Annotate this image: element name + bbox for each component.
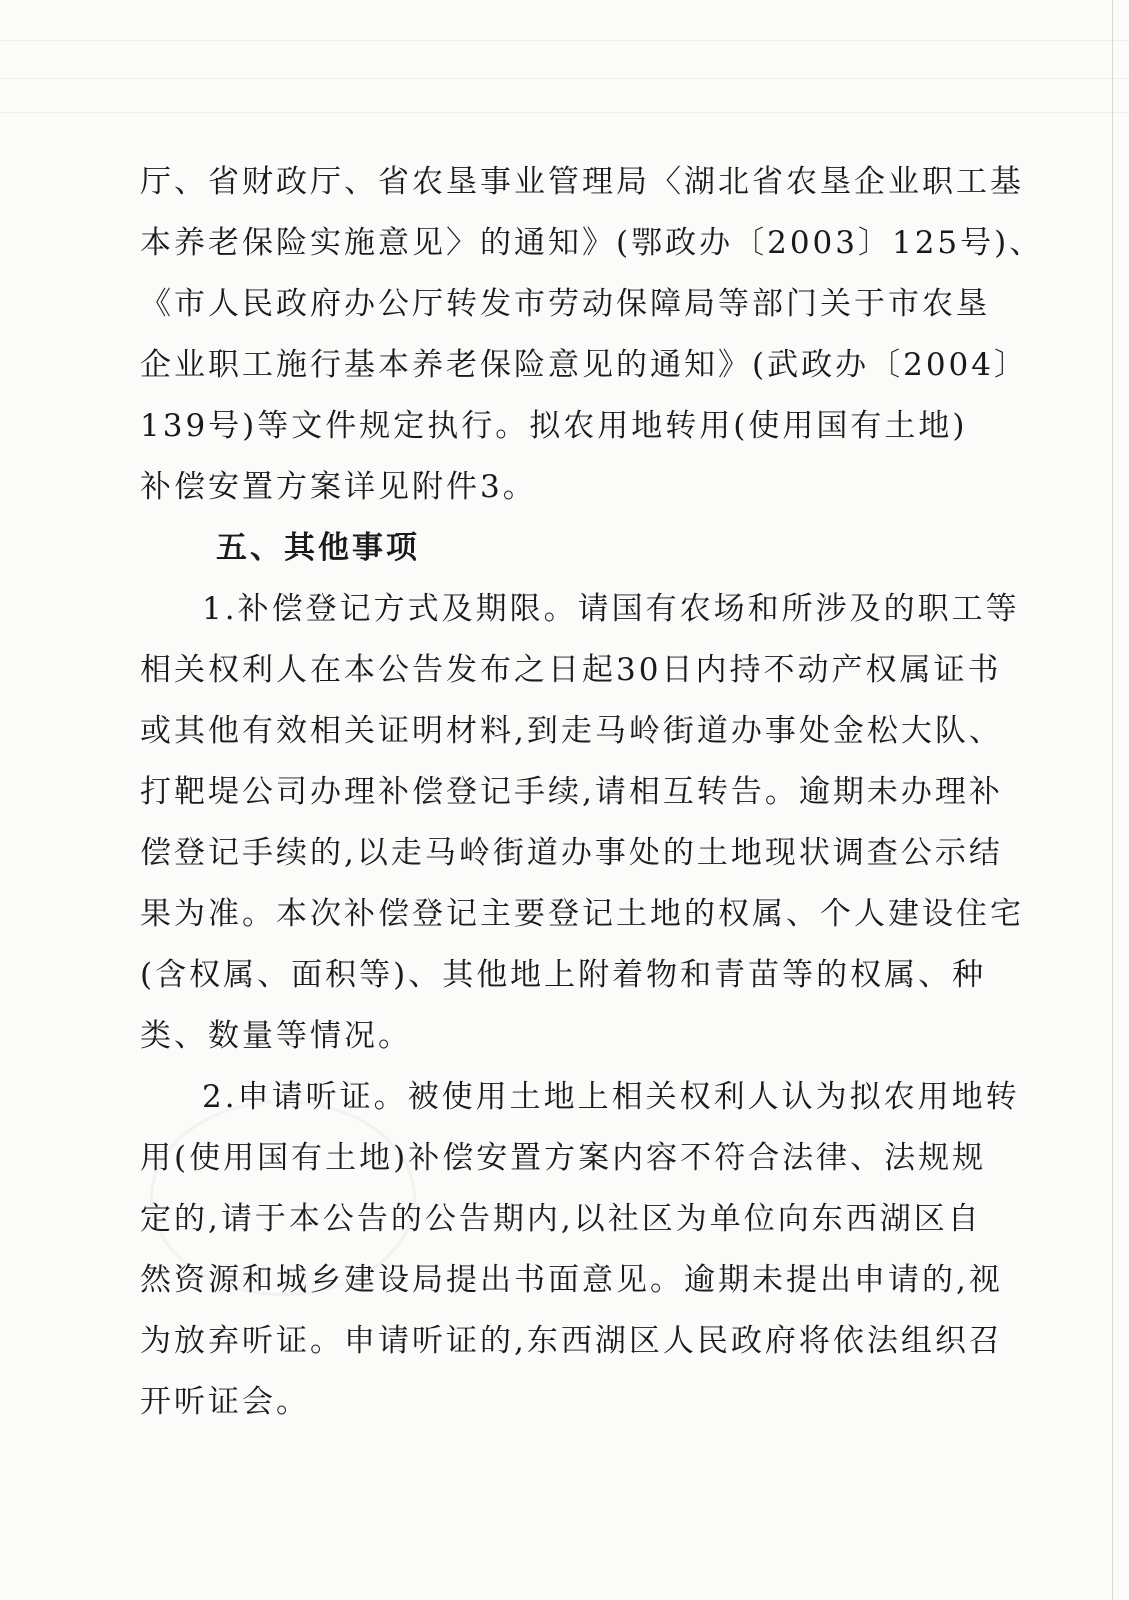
item1-line: 类、数量等情况。	[140, 1018, 412, 1054]
item1-line: 或其他有效相关证明材料,到走马岭街道办事处金松大队、	[140, 713, 1003, 749]
item1-line: 1.补偿登记方式及期限。请国有农场和所涉及的职工等	[202, 591, 1020, 627]
item2-line: 用(使用国有土地)补偿安置方案内容不符合法律、法规规	[140, 1140, 987, 1176]
item1-line: 相关权利人在本公告发布之日起30日内持不动产权属证书	[140, 652, 1002, 688]
paragraph-line: 本养老保险实施意见〉的通知》(鄂政办〔2003〕125号)、	[140, 225, 1044, 261]
item2-line: 然资源和城乡建设局提出书面意见。逾期未提出申请的,视	[140, 1262, 1003, 1298]
item2-line: 2.申请听证。被使用土地上相关权利人认为拟农用地转	[202, 1079, 1020, 1115]
item1-line: 偿登记手续的,以走马岭街道办事处的土地现状调查公示结	[140, 835, 1003, 871]
item2-line: 开听证会。	[140, 1384, 310, 1420]
item2-line: 定的,请于本公告的公告期内,以社区为单位向东西湖区自	[140, 1201, 982, 1237]
paragraph-line: 补偿安置方案详见附件3。	[140, 469, 537, 505]
scan-line	[0, 112, 1129, 113]
item1-line: 果为准。本次补偿登记主要登记土地的权属、个人建设住宅	[140, 896, 1024, 932]
paragraph-line: 企业职工施行基本养老保险意见的通知》(武政办〔2004〕	[140, 347, 1028, 383]
paragraph-line: 《市人民政府办公厅转发市劳动保障局等部门关于市农垦	[140, 286, 990, 322]
item2-line: 为放弃听证。申请听证的,东西湖区人民政府将依法组织召	[140, 1323, 1003, 1359]
section-heading: 五、其他事项	[216, 530, 420, 566]
scan-line	[0, 78, 1129, 79]
item1-line: (含权属、面积等)、其他地上附着物和青苗等的权属、种	[140, 957, 987, 993]
paragraph-line: 厅、省财政厅、省农垦事业管理局〈湖北省农垦企业职工基	[140, 164, 1024, 200]
item1-line: 打靶堤公司办理补偿登记手续,请相互转告。逾期未办理补	[140, 774, 1003, 810]
page-edge	[1112, 0, 1113, 1600]
scan-line	[0, 40, 1129, 41]
paragraph-line: 139号)等文件规定执行。拟农用地转用(使用国有土地)	[140, 408, 968, 444]
body-text	[140, 152, 1044, 1433]
